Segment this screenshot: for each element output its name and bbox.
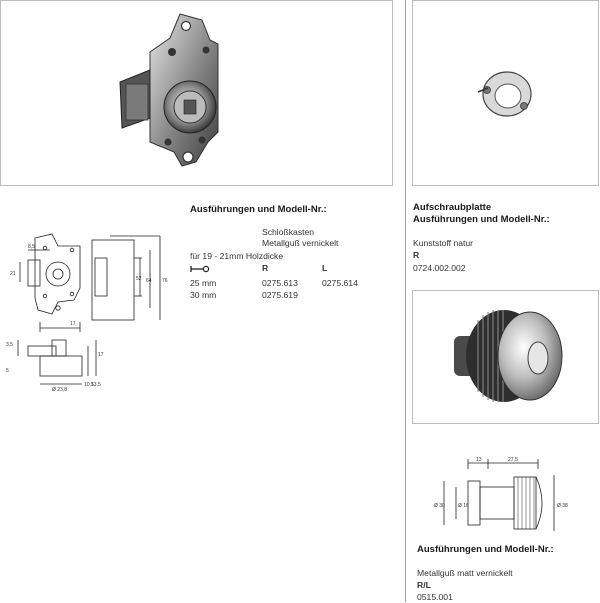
plate-heading-line-1: Aufschraubplatte [413,202,492,213]
dim-5: 5 [6,368,9,374]
dim-27-5: 27,5 [508,457,518,463]
knob-material: Metallguß matt vernickelt [417,568,513,578]
dim-10-5: 10,5 [84,382,94,388]
knob-photo [444,300,574,415]
column-divider [405,0,406,602]
dim-76: 76 [162,278,168,284]
dim-dia-16: Ø 16 [458,503,469,509]
lock-wood-thickness: für 19 - 21mm Holzdicke [190,251,284,261]
knob-variant: R/L [417,580,431,590]
lock-row-2-size: 30 mm [190,290,217,300]
dim-3-5: 3,5 [6,342,13,348]
dim-52: 52 [136,276,142,282]
dim-17: 17 [70,321,76,327]
plate-model-number: 0724.002.002 [413,263,466,273]
dim-23-8: Ø 23,8 [52,387,68,393]
dim-13: 13 [476,457,482,463]
knob-section-heading: Ausführungen und Modell-Nr.: [417,544,554,555]
knob-technical-drawing [430,455,570,535]
lock-row-1-size: 25 mm [190,278,217,288]
key-symbol-icon [190,265,210,273]
lock-row-1-r: 0275.613 [262,278,298,288]
lock-technical-drawing [0,228,175,408]
dim-dia-30: Ø 30 [434,503,445,509]
knob-model-number: 0515.001 [417,592,453,602]
lock-row-1-l: 0275.614 [322,278,358,288]
lock-row-2-r: 0275.619 [262,290,298,300]
lock-column-r: R [262,263,269,273]
plate-heading-line-2: Ausführungen und Modell-Nr.: [413,214,550,225]
lock-header-line-1: Schloßkasten [262,227,315,237]
lock-header-line-2: Metallguß vernickelt [262,238,339,248]
dim-64: 64 [146,278,152,284]
lock-column-l: L [322,263,328,273]
dim-13-5: 13,5 [91,382,101,388]
plate-photo [472,66,542,122]
lock-photo [110,12,230,172]
plate-variant: R [413,250,420,260]
dim-8-5: 8,5 [28,244,35,250]
plate-material: Kunststoff natur [413,238,474,248]
lock-section-heading: Ausführungen und Modell-Nr.: [190,204,327,215]
dim-dia-38: Ø 38 [557,503,568,509]
dim-17-b: 17 [98,352,104,358]
dim-21: 21 [10,271,16,277]
